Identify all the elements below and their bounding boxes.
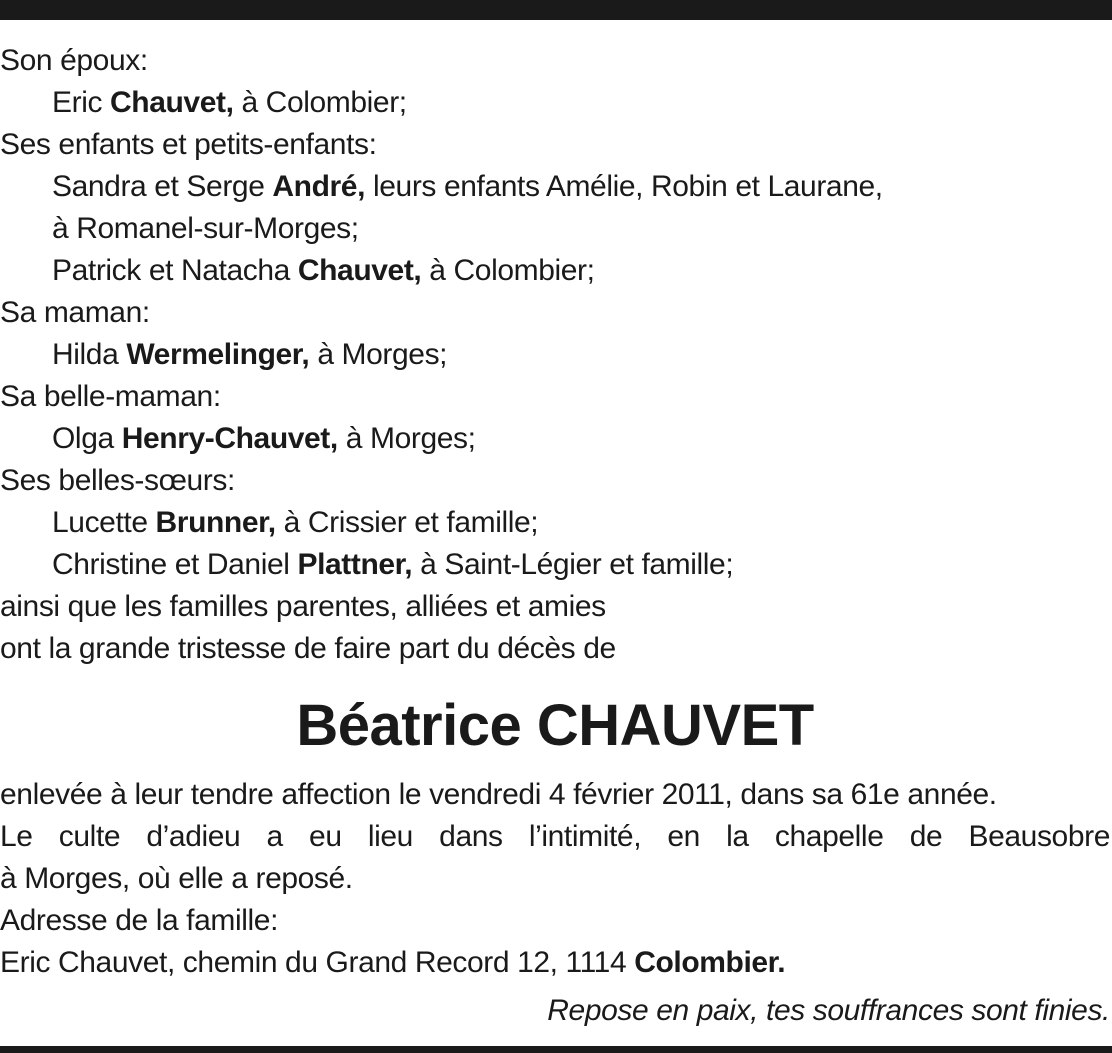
mother-in-law-place: à Morges;	[345, 422, 476, 455]
announce-line: ont la grande tristesse de faire part du décès de	[0, 632, 616, 665]
sister1-line	[0, 502, 1110, 544]
mother-in-law-header: Sa belle-maman:	[0, 380, 221, 413]
child2-last: Chauvet,	[297, 254, 422, 287]
child2-place: à Colombier;	[429, 254, 595, 287]
child2-first: Patrick et Natacha	[52, 254, 290, 287]
address-line	[0, 942, 1110, 984]
child2-line	[0, 250, 1110, 292]
spouse-first: Eric	[52, 86, 103, 119]
spouse-place: à Colombier;	[241, 86, 407, 119]
spouse-header: Son époux:	[0, 44, 148, 77]
bottom-rule	[0, 1046, 1112, 1053]
address-text: Eric Chauvet, chemin du Grand Record 12, 1114	[0, 946, 627, 979]
child1-line	[0, 166, 1110, 208]
spouse-last: Chauvet,	[110, 86, 234, 119]
closing-line: Repose en paix, tes souffrances sont finies.	[547, 994, 1110, 1027]
mother-place: à Morges;	[317, 338, 448, 371]
children-header: Ses enfants et petits-enfants:	[0, 128, 377, 161]
sister2-place: à Saint-Légier et famille;	[420, 548, 734, 581]
child1-rest: leurs enfants Amélie, Robin et Laurane,	[372, 170, 883, 203]
others-line: ainsi que les familles parentes, alliées et amies	[0, 590, 606, 623]
body-line3: à Morges, où elle a reposé.	[0, 862, 353, 895]
mother-in-law-last: Henry-Chauvet,	[121, 422, 338, 455]
mother-header: Sa maman:	[0, 296, 150, 329]
sister1-place: à Crissier et famille;	[283, 506, 539, 539]
sister2-line	[0, 544, 1110, 586]
address-header: Adresse de la famille:	[0, 904, 279, 937]
top-rule	[0, 0, 1112, 20]
address-city: Colombier.	[634, 946, 786, 979]
sister1-last: Brunner,	[155, 506, 276, 539]
obituary-text	[0, 40, 1110, 1032]
body-line1: enlevée à leur tendre affection le vendredi 4 février 2011, dans sa 61e année.	[0, 778, 997, 811]
sister1-first: Lucette	[52, 506, 148, 539]
mother-in-law-first: Olga	[52, 422, 114, 455]
mother-line	[0, 334, 1110, 376]
sister2-last: Plattner,	[297, 548, 413, 581]
spouse-line	[0, 82, 1110, 124]
child1-first: Sandra et Serge	[52, 170, 265, 203]
sisters-in-law-header: Ses belles-sœurs:	[0, 464, 235, 497]
body-line2: Le culte d’adieu a eu lieu dans l’intimité, en la chapelle de Beausobre	[0, 820, 1110, 853]
child1-place: à Romanel-sur-Morges;	[52, 212, 359, 245]
child1-last: André,	[272, 170, 366, 203]
mother-in-law-line	[0, 418, 1110, 460]
mother-last: Wermelinger,	[126, 338, 310, 371]
mother-first: Hilda	[52, 338, 119, 371]
sister2-first: Christine et Daniel	[52, 548, 290, 581]
deceased-name: Béatrice CHAUVET	[296, 693, 814, 758]
